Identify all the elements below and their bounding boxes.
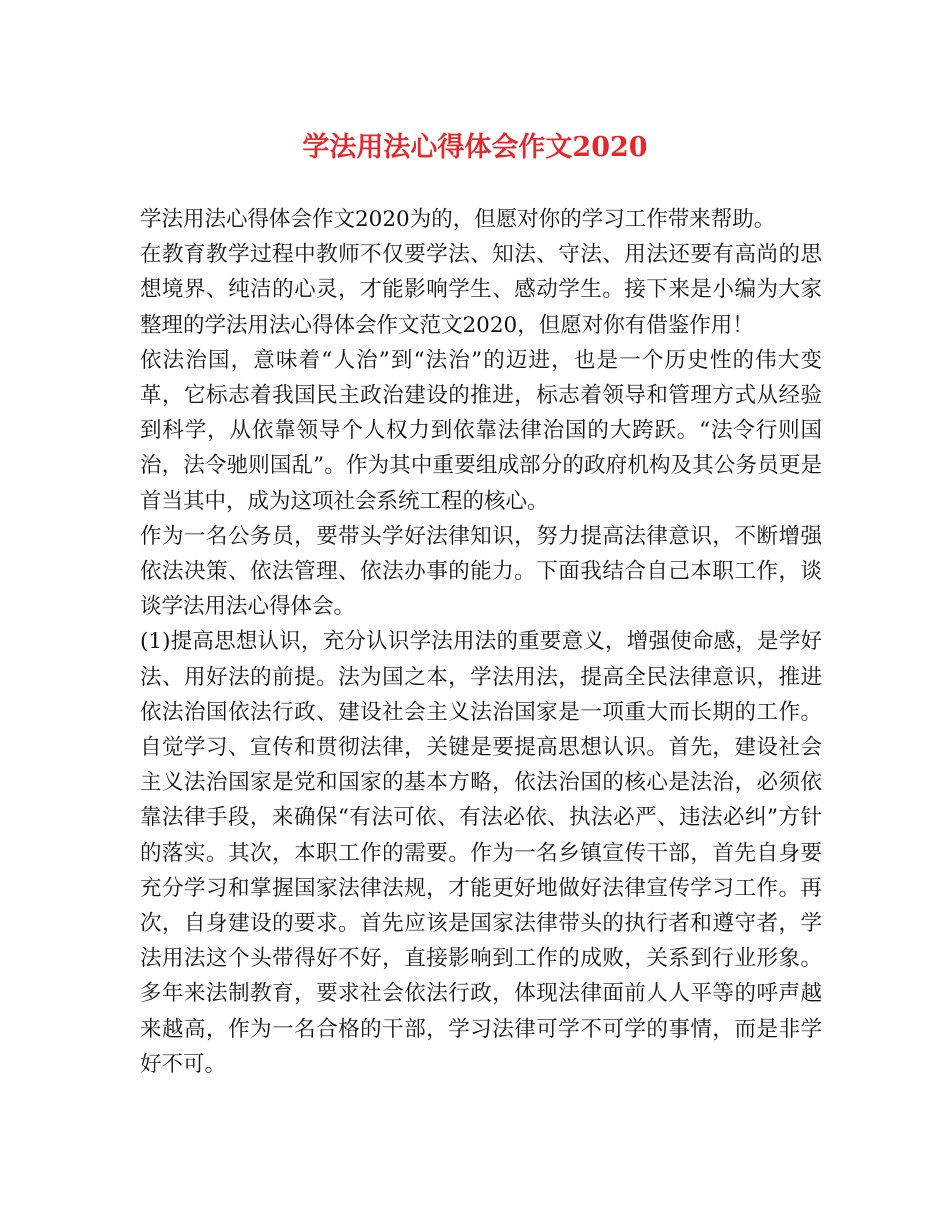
paragraph-point-1: (1)提高思想认识，充分认识学法用法的重要意义，增强使命感，是学好法、用好法的前提。法为国之本，学法用法，提高全民法律意识，推进依法治国依法行政、建设社会主义法治国家是一项重大而长期的工作。自觉学习、宣传和贯彻法律，关键是要提高思想认识。首先，建设社会主义法治国家是党和国家的基本方略，依法治国的核心是法治，必须依靠法律手段，来确保“有法可依、有法必依、执法必严、违法必纠”方针的落实。其次，本职工作的需要。作为一名乡镇宣传干部，首先自身要充分学习和掌握国家法律法规，才能更好地做好法律宣传学习工作。再次，自身建设的要求。首先应该是国家法律带头的执行者和遵守者，学法用法这个头带得好不好，直接影响到工作的成败，关系到行业形象。多年来法制教育，要求社会依法行政，体现法律面前人人平等的呼声越来越高，作为一名合格的干部，学习法律可学不可学的事情，而是非学好不可。 [140, 629, 822, 1077]
paragraph-civil-servant: 作为一名公务员，要带头学好法律知识，努力提高法律意识，不断增强依法决策、依法管理、依法办事的能力。下面我结合自己本职工作，谈谈学法用法心得体会。 [140, 523, 822, 620]
document-body [140, 202, 822, 1082]
paragraph-intro: 学法用法心得体会作文2020为的，但愿对你的学习工作带来帮助。 [140, 207, 776, 232]
paragraph-rule-of-law: 依法治国，意味着“人治”到“法治”的迈进，也是一个历史性的伟大变革，它标志着我国民主政治建设的推进，标志着领导和管理方式从经验到科学，从依靠领导个人权力到依靠法律治国的大跨跃。“法令行则国治，法令驰则国乱”。作为其中重要组成部分的政府机构及其公务员更是首当其中，成为这项社会系统工程的核心。 [140, 347, 822, 514]
paragraph-teacher: 在教育教学过程中教师不仅要学法、知法、守法、用法还要有高尚的思想境界、纯洁的心灵，才能影响学生、感动学生。接下来是小编为大家整理的学法用法心得体会作文范文2020，但愿对你有借鉴作用！ [140, 242, 822, 338]
document-title: 学法用法心得体会作文2020 [302, 132, 648, 163]
